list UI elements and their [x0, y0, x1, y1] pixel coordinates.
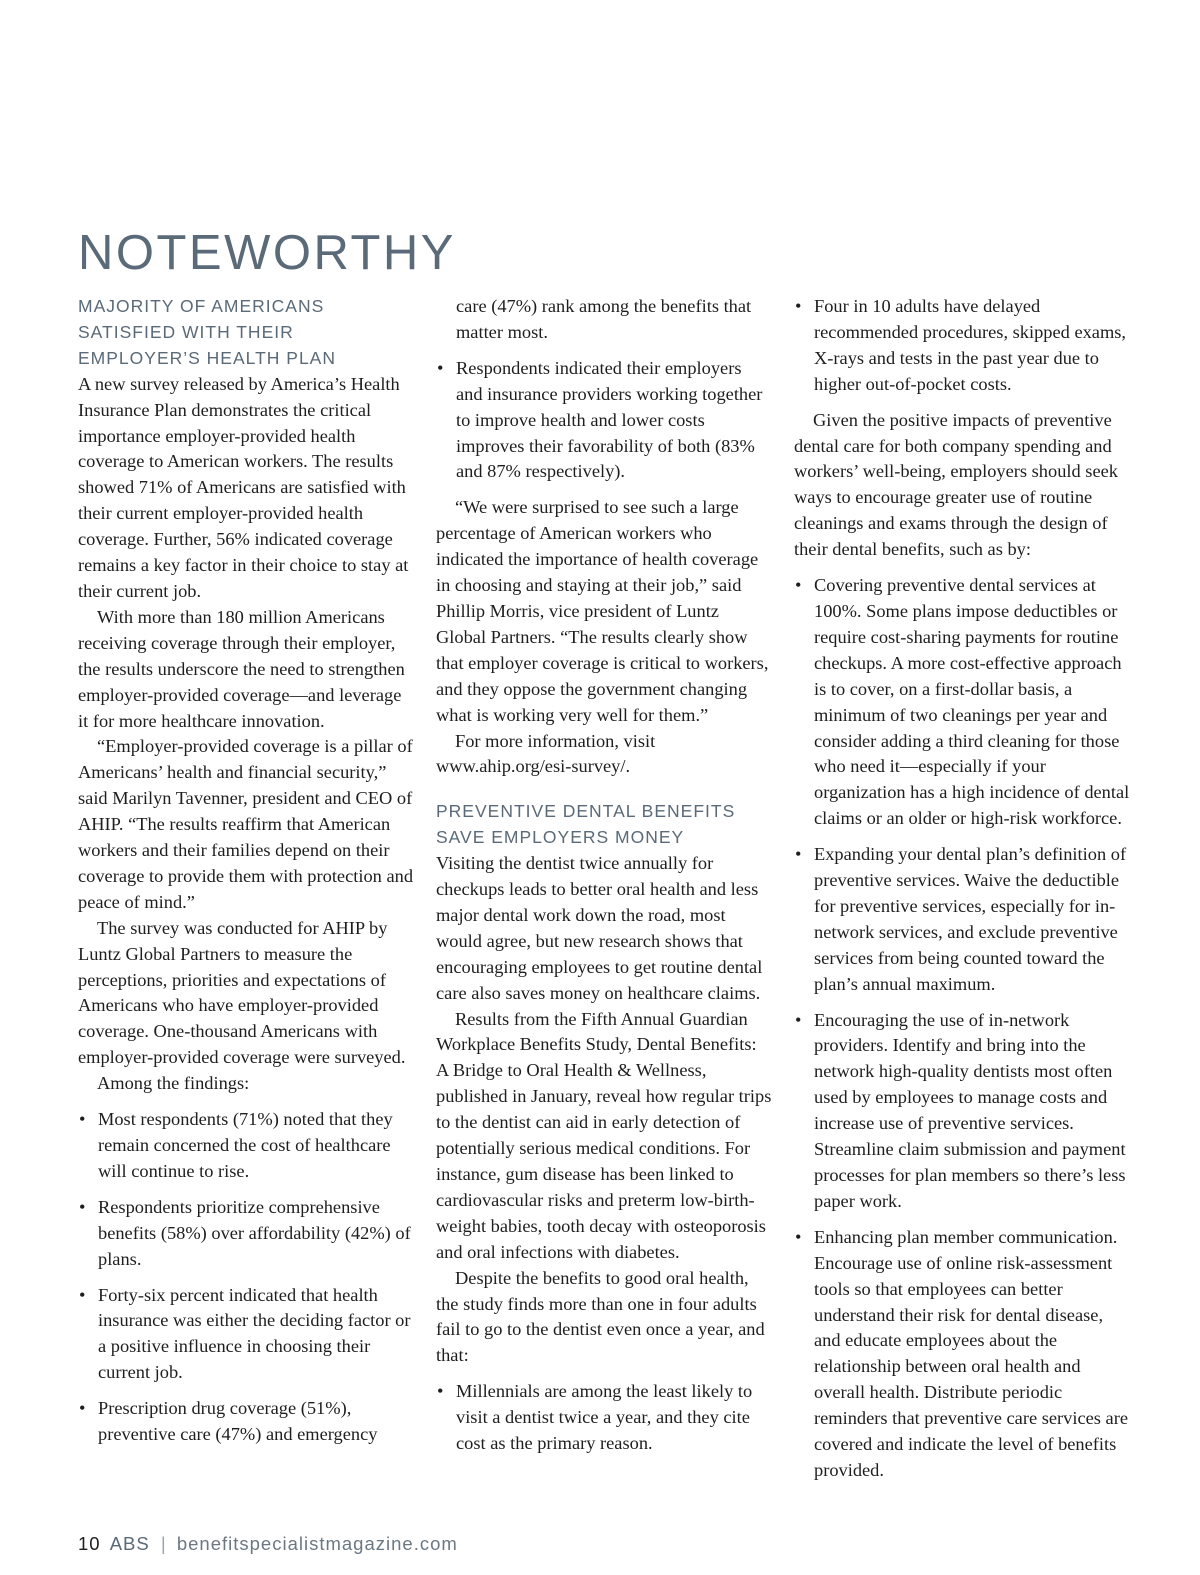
article1-headline — [78, 294, 414, 372]
list-item: • Most respondents (71%) noted that they remain concerned the cost of healthcare will continue to rise. — [78, 1107, 414, 1185]
article1-paragraph-6: “We were surprised to see such a large percentage of American workers who indicated the importance of health coverage in choosing and staying at their job,” said Phillip Morris, vice president of Luntz Global Partners. “The results clearly show that employer coverage is critical to workers, and they oppose the government changing what is working very well for them.” — [436, 497, 769, 725]
article1-paragraph-4: The survey was conducted for AHIP by Luntz Global Partners to measure the perceptions, priorities and expectations of Americans who have employer-provided coverage. One-thousand Americans with employer-provided coverage were surveyed. — [78, 917, 406, 1068]
section-title: NOTEWORTHY — [78, 226, 456, 280]
list-item: • Expanding your dental plan’s definition of preventive services. Waive the deductible for preventive services, especially for in-network services, and exclude preventive services from being counted toward the plan’s annual maximum. — [794, 842, 1130, 997]
page-number: 10 — [78, 1533, 101, 1554]
article2-headline-line-2: SAVE EMPLOYERS MONEY — [436, 827, 685, 848]
list-item: • Covering preventive dental services at 100%. Some plans impose deductibles or require cost-sharing payments for routine checkups. A more cost-effective approach is to cover, on a first-dollar basis, a minimum of two cleanings per year and consider adding a third cleaning for those who need it—especially if your organization has a high incidence of dental claims or an older or high-risk workforce. — [794, 573, 1130, 832]
article2-findings-list — [436, 1379, 772, 1457]
footer-separator: | — [160, 1533, 166, 1554]
article1-paragraph-3: “Employer-provided coverage is a pillar of Americans’ health and financial security,” said Marilyn Tavenner, president and CEO of AHIP. “The results reaffirm that American workers and their families depend on their coverage to provide them with protection and peace of mind.” — [78, 736, 414, 912]
page-footer — [78, 1531, 458, 1557]
article1-paragraph-2: With more than 180 million Americans receiving coverage through their employer, the results underscore the need to strengthen employer-provided coverage—and leverage it for more healthcare innovation. — [78, 606, 405, 731]
article1-headline-line-2: SATISFIED WITH THEIR — [78, 321, 294, 342]
list-item-continued: care (47%) rank among the benefits that matter most. — [456, 296, 752, 342]
list-item: • Prescription drug coverage (51%), preventive care (47%) and emergency — [78, 1396, 414, 1448]
magazine-name: ABS — [109, 1533, 150, 1554]
article1-paragraph-5: Among the findings: — [97, 1073, 250, 1094]
article2-headline-line-1: PREVENTIVE DENTAL BENEFITS — [436, 801, 736, 822]
article1-headline-line-1: MAJORITY OF AMERICANS — [78, 296, 325, 316]
website-link[interactable]: benefitspecialistmagazine.com — [176, 1533, 458, 1554]
column-3 — [794, 294, 1130, 1494]
list-item: • Respondents prioritize comprehensive benefits (58%) over affordability (42%) of plans. — [78, 1195, 414, 1273]
article1-findings-list-continued — [436, 356, 772, 486]
list-item: • Respondents indicated their employers and insurance providers working together to improve health and lower costs improves their favorability of both (83% and 87% respectively). — [436, 356, 772, 486]
article2-findings-list-continued — [794, 294, 1130, 398]
article2-recommendations-list — [794, 573, 1130, 1484]
article1-paragraph-1: A new survey released by America’s Health Insurance Plan demonstrates the critical importance employer-provided health coverage to American workers. The results showed 71% of Americans are satisfied with their current employer-provided health coverage. Further, 56% indicated coverage remains a key factor in their choice to stay at their current job. — [78, 373, 409, 601]
column-1 — [78, 294, 414, 1458]
article2-paragraph-3: Despite the benefits to good oral health, the study finds more than one in four adults fail to go to the dentist even once a year, and that: — [436, 1267, 765, 1366]
list-item: • Encouraging the use of in-network providers. Identify and bring into the network high-quality dentists most often used by employees to manage costs and increase use of preventive services. Streamline claim submission and payment processes for plan members so there’s less paper work. — [794, 1008, 1130, 1215]
article2-headline — [436, 799, 772, 851]
article1-headline-line-3: EMPLOYER’S HEALTH PLAN — [78, 347, 336, 368]
list-item: • Millennials are among the least likely to visit a dentist twice a year, and they cite cost as the primary reason. — [436, 1379, 772, 1457]
article1-findings-list — [78, 1107, 414, 1448]
column-2 — [436, 294, 772, 1467]
article1-paragraph-7: For more information, visit www.ahip.org/esi-survey/. — [436, 730, 656, 777]
article2-paragraph-4: Given the positive impacts of preventive dental care for both company spending and workers’ well-being, employers should seek ways to encourage greater use of routine cleanings and exams through the design of their dental benefits, such as by: — [794, 409, 1118, 560]
article2-paragraph-2: Results from the Fifth Annual Guardian Workplace Benefits Study, Dental Benefits: A Bridge to Oral Health & Wellness, published in January, reveal how regular trips to the dentist can aid in early detection of potentially serious medical conditions. For instance, gum disease has been linked to cardiovascular risks and preterm low-birth-weight babies, tooth decay with osteoporosis and oral infections with diabetes. — [436, 1008, 772, 1262]
article2-paragraph-1: Visiting the dentist twice annually for checkups leads to better oral health and less major dental work down the road, most would agree, but new research shows that encouraging employees to get routine dental care also saves money on healthcare claims. — [436, 853, 763, 1003]
list-item: • Four in 10 adults have delayed recommended procedures, skipped exams, X-rays and tests in the past year due to higher out-of-pocket costs. — [794, 294, 1130, 398]
list-item: • Enhancing plan member communication. Encourage use of online risk-assessment tools so that employees can better understand their risk for dental disease, and educate employees about the relationship between oral health and overall health. Distribute periodic reminders that preventive care services are covered and indicate the level of benefits provided. — [794, 1225, 1130, 1484]
list-item: • Forty-six percent indicated that health insurance was either the deciding factor or a positive influence in choosing their current job. — [78, 1283, 414, 1387]
